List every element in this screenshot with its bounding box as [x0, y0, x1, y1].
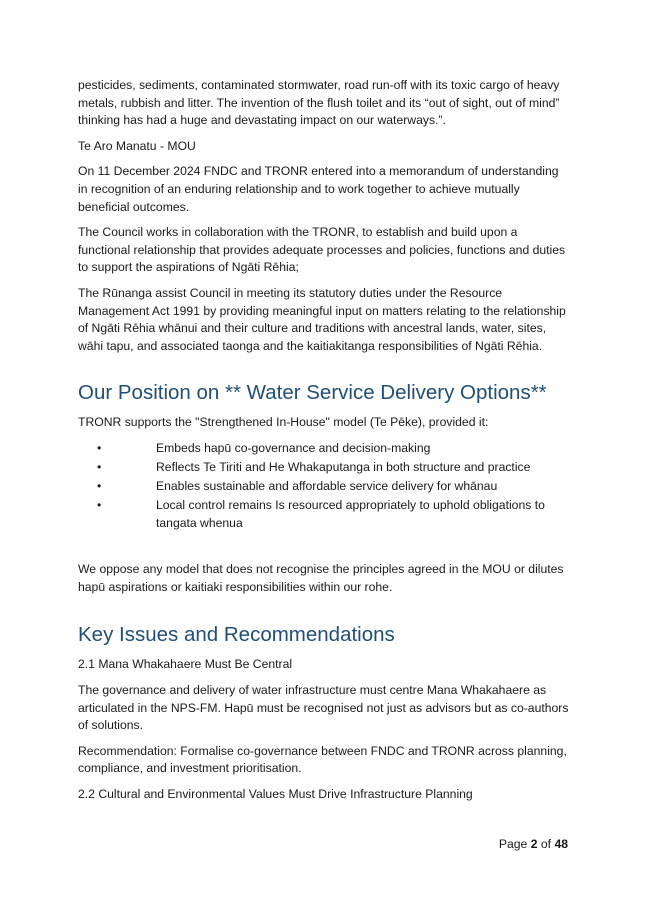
total-pages: 48: [554, 837, 568, 851]
list-item: [78, 459, 570, 477]
list-item-text: Embeds hapū co-governance and decision-making: [156, 440, 431, 455]
paragraph-recommendation: Recommendation: Formalise co-governance between FNDC and TRONR across planning, compliance, and investment prioritisation.: [78, 743, 567, 776]
mou-subheading: Te Aro Manatu - MOU: [78, 138, 196, 153]
subheading-cultural-values: 2.2 Cultural and Environmental Values Must Drive Infrastructure Planning: [78, 787, 473, 801]
heading-our-position: Our Position on ** Water Service Delivery Options**: [78, 381, 547, 405]
paragraph-governance: The governance and delivery of water infrastructure must centre Mana Whakahaere as articulated in the NPS-FM. Hapū must be recognised not just as advisors but as co-authors of solutions.: [78, 683, 569, 733]
page-number-footer: [499, 837, 568, 851]
list-item: [78, 478, 570, 496]
list-item-text: Local control remains Is resourced appropriately to uphold obligations to tangata whenua: [156, 498, 545, 531]
current-page-number: 2: [530, 837, 538, 851]
page-content: [78, 77, 570, 812]
page-prefix: Page: [498, 837, 531, 851]
list-item-text: Enables sustainable and affordable service delivery for whānau: [156, 479, 498, 494]
page-of: of: [537, 837, 555, 851]
bullet-icon: •: [97, 479, 102, 494]
bullet-icon: •: [97, 440, 102, 455]
spacer: [78, 534, 570, 561]
position-bullet-list: [78, 440, 570, 533]
paragraph-runanga-duties: The Rūnanga assist Council in meeting its statutory duties under the Resource Management Act 1991 by providing meaningful input on matters relating to the relationship of Ngāti Rēhia whānui and their culture and traditions with ancestral lands, water, sites, wāhi tapu, and associated taonga and the kaitiakitanga responsibilities of Ngāti Rēhia.: [78, 285, 566, 353]
paragraph-council-collaboration: The Council works in collaboration with the TRONR, to establish and build upon a functional relationship that provides adequate processes and policies, functions and duties to support the aspirations of Ngāti Rēhia;: [78, 225, 566, 275]
bullet-icon: •: [97, 498, 102, 513]
position-intro: TRONR supports the "Strengthened In-House" model (Te Pēke), provided it:: [78, 415, 489, 430]
paragraph-mou-date: On 11 December 2024 FNDC and TRONR entered into a memorandum of understanding in recognition of an enduring relationship and to work together to achieve mutually beneficial outcomes.: [78, 164, 559, 214]
paragraph-pollution: pesticides, sediments, contaminated stormwater, road run-off with its toxic cargo of heavy metals, rubbish and litter. The invention of the flush toilet and its “out of sight, out of mind” thinking has had a huge and devastating impact on our waterways.”.: [78, 78, 560, 128]
list-item: [78, 440, 570, 458]
position-closing: We oppose any model that does not recognise the principles agreed in the MOU or dilutes hapū aspirations or kaitiaki responsibilities within our rohe.: [78, 562, 564, 594]
list-item: [78, 497, 570, 532]
subheading-mana-whakahaere: 2.1 Mana Whakahaere Must Be Central: [78, 657, 293, 672]
list-item-text: Reflects Te Tiriti and He Whakaputanga in both structure and practice: [156, 460, 531, 475]
bullet-icon: •: [97, 460, 102, 475]
heading-key-issues: Key Issues and Recommendations: [78, 623, 395, 647]
